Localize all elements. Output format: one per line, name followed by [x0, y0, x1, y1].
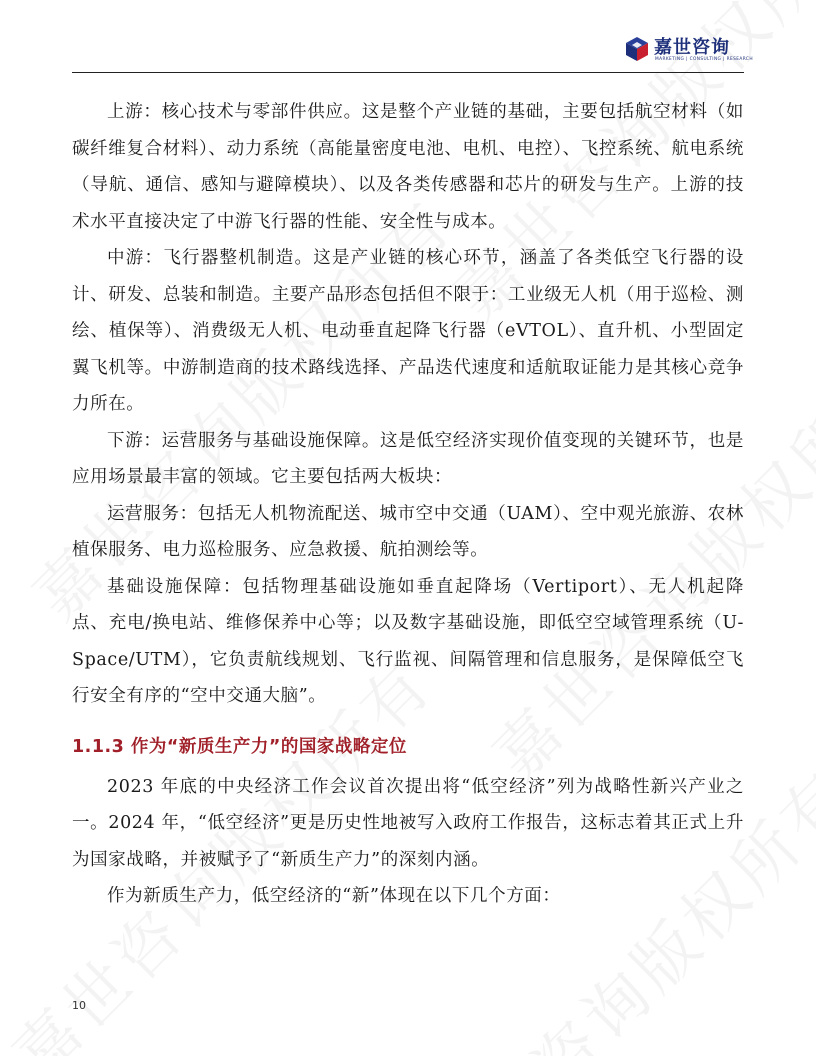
brand-logo [624, 34, 753, 68]
paragraph-upstream: 上游：核心技术与零部件供应。这是整个产业链的基础，主要包括航空材料（如碳纤维复合材料）、动力系统（高能量密度电池、电机、电控）、飞控系统、航电系统（导航、通信、感知与避障模块）、以及各类传感器和芯片的研发与生产。上游的技术水平直接决定了中游飞行器的性能、安全性与成本。 [72, 102, 744, 232]
paragraph-new-productivity: 作为新质生产力，低空经济的“新”体现在以下几个方面： [107, 886, 561, 906]
paragraph-national-strategy: 2023 年底的中央经济工作会议首次提出将“低空经济”列为战略性新兴产业之一。2024 年，“低空经济”更是历史性地被写入政府工作报告，这标志着其正式上升为国家战略，并被赋予了“新质生产力”的深刻内涵。 [72, 776, 744, 870]
logo-cube-icon [624, 36, 650, 62]
logo-subtext: MARKETING | CONSULTING | RESEARCH [655, 57, 753, 62]
logo-text: 嘉世咨询 [654, 37, 730, 58]
document-body [72, 94, 744, 915]
section-heading: 1.1.3 作为“新质生产力”的国家战略定位 [72, 736, 407, 757]
page-header [72, 30, 753, 73]
page-number: 10 [72, 999, 86, 1012]
paragraph-infrastructure: 基础设施保障：包括物理基础设施如垂直起降场（Vertiport）、无人机起降点、充电/换电站、维修保养中心等；以及数字基础设施，即低空空域管理系统（U-Space/UTM），它负责航线规划、飞行监视、间隔管理和信息服务，是保障低空飞行安全有序的“空中交通大脑”。 [72, 576, 744, 706]
paragraph-operation-services: 运营服务：包括无人机物流配送、城市空中交通（UAM）、空中观光旅游、农林植保服务、电力巡检服务、应急救援、航拍测绘等。 [72, 503, 744, 560]
paragraph-midstream: 中游：飞行器整机制造。这是产业链的核心环节，涵盖了各类低空飞行器的设计、研发、总装和制造。主要产品形态包括但不限于：工业级无人机（用于巡检、测绘、植保等）、消费级无人机、电动垂直起降飞行器（eVTOL）、直升机、小型固定翼飞机等。中游制造商的技术路线选择、产品迭代速度和适航取证能力是其核心竞争力所在。 [72, 248, 744, 414]
paragraph-downstream: 下游：运营服务与基础设施保障。这是低空经济实现价值变现的关键环节，也是应用场景最丰富的领域。它主要包括两大板块： [72, 430, 744, 487]
